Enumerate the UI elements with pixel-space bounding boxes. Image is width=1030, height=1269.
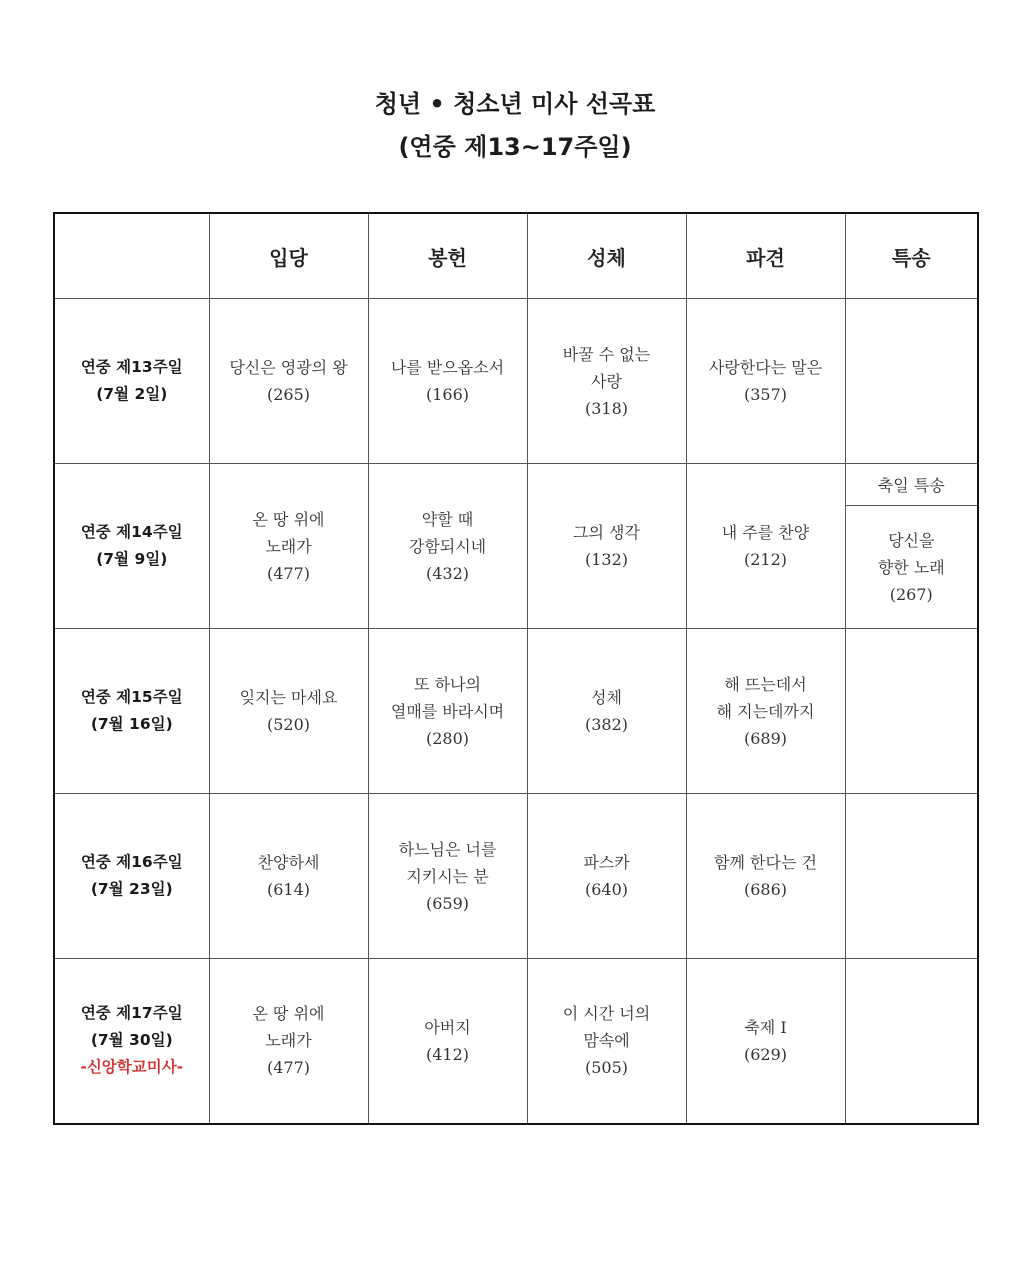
table-row	[54, 629, 978, 794]
song-number: (132)	[584, 550, 629, 569]
entrance-song	[209, 299, 368, 464]
song-number: (477)	[266, 1058, 311, 1078]
week-date: (7월 23일)	[90, 880, 173, 898]
song-title-line: 해 뜨는데서	[724, 674, 807, 694]
communion-song	[527, 299, 686, 464]
song-title-line: 바꿀 수 없는	[562, 344, 651, 364]
week-date: (7월 30일)	[90, 1031, 173, 1050]
song-number: (432)	[425, 563, 470, 583]
song-number: (166)	[425, 385, 470, 404]
special-song	[845, 506, 978, 629]
header-empty	[54, 213, 209, 299]
song-title-line: 사랑	[591, 371, 622, 391]
song-number: (505)	[584, 1058, 629, 1078]
week-label: 연중 제14주일	[80, 523, 183, 541]
song-number: (629)	[743, 1044, 788, 1064]
week-label: 연중 제13주일	[80, 358, 183, 376]
song-title-line: 강함되시네	[408, 536, 487, 556]
week-date: (7월 9일)	[96, 550, 168, 568]
song-title-line: 그의 생각	[573, 523, 640, 542]
song-title-line: 아버지	[424, 1017, 471, 1037]
song-number: (686)	[743, 880, 788, 899]
song-title-line: 당신은 영광의 왕	[229, 358, 348, 377]
offertory-song	[368, 794, 527, 959]
week-cell	[54, 959, 209, 1124]
header-dismissal: 파견	[686, 213, 845, 299]
special-song-empty	[845, 959, 978, 1124]
table-row	[54, 959, 978, 1124]
week-date: (7월 2일)	[96, 385, 168, 403]
song-title-line: 향한 노래	[877, 557, 945, 577]
header-offertory: 봉헌	[368, 213, 527, 299]
song-title-line: 약할 때	[421, 509, 474, 529]
song-number: (659)	[425, 893, 470, 913]
communion-song	[527, 794, 686, 959]
song-number: (318)	[584, 398, 629, 418]
entrance-song	[209, 464, 368, 629]
special-song-empty	[845, 299, 978, 464]
offertory-song	[368, 959, 527, 1124]
song-title-line: 축제 I	[744, 1017, 787, 1037]
song-number: (412)	[425, 1044, 470, 1064]
header-communion: 성체	[527, 213, 686, 299]
communion-song	[527, 959, 686, 1124]
week-note: -신앙학교미사-	[80, 1058, 184, 1077]
song-title-line: 함께 한다는 건	[714, 853, 817, 872]
song-title-line: 나를 받으옵소서	[390, 358, 505, 377]
dismissal-song	[686, 299, 845, 464]
week-cell	[54, 794, 209, 959]
song-title-line: 파스카	[583, 853, 630, 872]
song-number: (382)	[584, 715, 629, 734]
song-title-line: 내 주를 찬양	[721, 523, 810, 542]
song-number: (212)	[743, 550, 788, 569]
offertory-song	[368, 464, 527, 629]
song-number: (477)	[266, 563, 311, 583]
song-title-line: 열매를 바라시며	[390, 701, 505, 721]
song-schedule-table	[53, 212, 979, 1125]
week-date: (7월 16일)	[90, 715, 173, 733]
song-number: (640)	[584, 880, 629, 899]
song-title-line: 지키시는 분	[406, 866, 489, 886]
entrance-song	[209, 629, 368, 794]
song-title-line: 이 시간 너의	[562, 1004, 651, 1024]
song-number: (357)	[743, 385, 788, 404]
offertory-song	[368, 299, 527, 464]
special-song-label: 축일 특송	[845, 464, 978, 506]
song-number: (520)	[266, 715, 311, 734]
song-title-line: 노래가	[265, 1031, 312, 1051]
song-number: (614)	[266, 880, 311, 899]
header-entrance: 입당	[209, 213, 368, 299]
song-title-line: 사랑한다는 말은	[708, 358, 823, 377]
dismissal-song	[686, 464, 845, 629]
communion-song	[527, 629, 686, 794]
song-number: (280)	[425, 728, 470, 748]
table-row	[54, 464, 978, 506]
song-title-line: 온 땅 위에	[252, 1004, 325, 1024]
page-subtitle: (연중 제13~17주일)	[398, 133, 632, 161]
page-title: 청년 • 청소년 미사 선곡표	[374, 90, 656, 118]
dismissal-song	[686, 959, 845, 1124]
song-title-line: 해 지는데까지	[716, 701, 815, 721]
entrance-song	[209, 959, 368, 1124]
song-title-line: 하느님은 너를	[398, 839, 497, 859]
song-number: (267)	[889, 584, 933, 604]
song-title-line: 맘속에	[583, 1031, 630, 1051]
dismissal-song	[686, 794, 845, 959]
song-title-line: 온 땅 위에	[252, 509, 325, 529]
song-number: (689)	[743, 728, 788, 748]
song-title-line: 노래가	[265, 536, 312, 556]
table-row	[54, 794, 978, 959]
song-title-line: 찬양하세	[257, 853, 320, 872]
song-title-line: 또 하나의	[414, 674, 481, 694]
song-title-line: 잊지는 마세요	[239, 688, 338, 707]
week-cell	[54, 629, 209, 794]
table-row	[54, 299, 978, 464]
communion-song	[527, 464, 686, 629]
entrance-song	[209, 794, 368, 959]
week-label: 연중 제16주일	[80, 853, 183, 871]
special-song-empty	[845, 629, 978, 794]
offertory-song	[368, 629, 527, 794]
week-label: 연중 제15주일	[80, 688, 183, 706]
song-title-line: 성체	[591, 688, 622, 707]
week-cell	[54, 464, 209, 629]
song-number: (265)	[266, 385, 311, 404]
song-title-line: 당신을	[888, 530, 935, 550]
header-special: 특송	[845, 213, 978, 299]
week-cell	[54, 299, 209, 464]
special-song-empty	[845, 794, 978, 959]
dismissal-song	[686, 629, 845, 794]
header-row	[54, 213, 978, 299]
week-label: 연중 제17주일	[80, 1004, 183, 1023]
